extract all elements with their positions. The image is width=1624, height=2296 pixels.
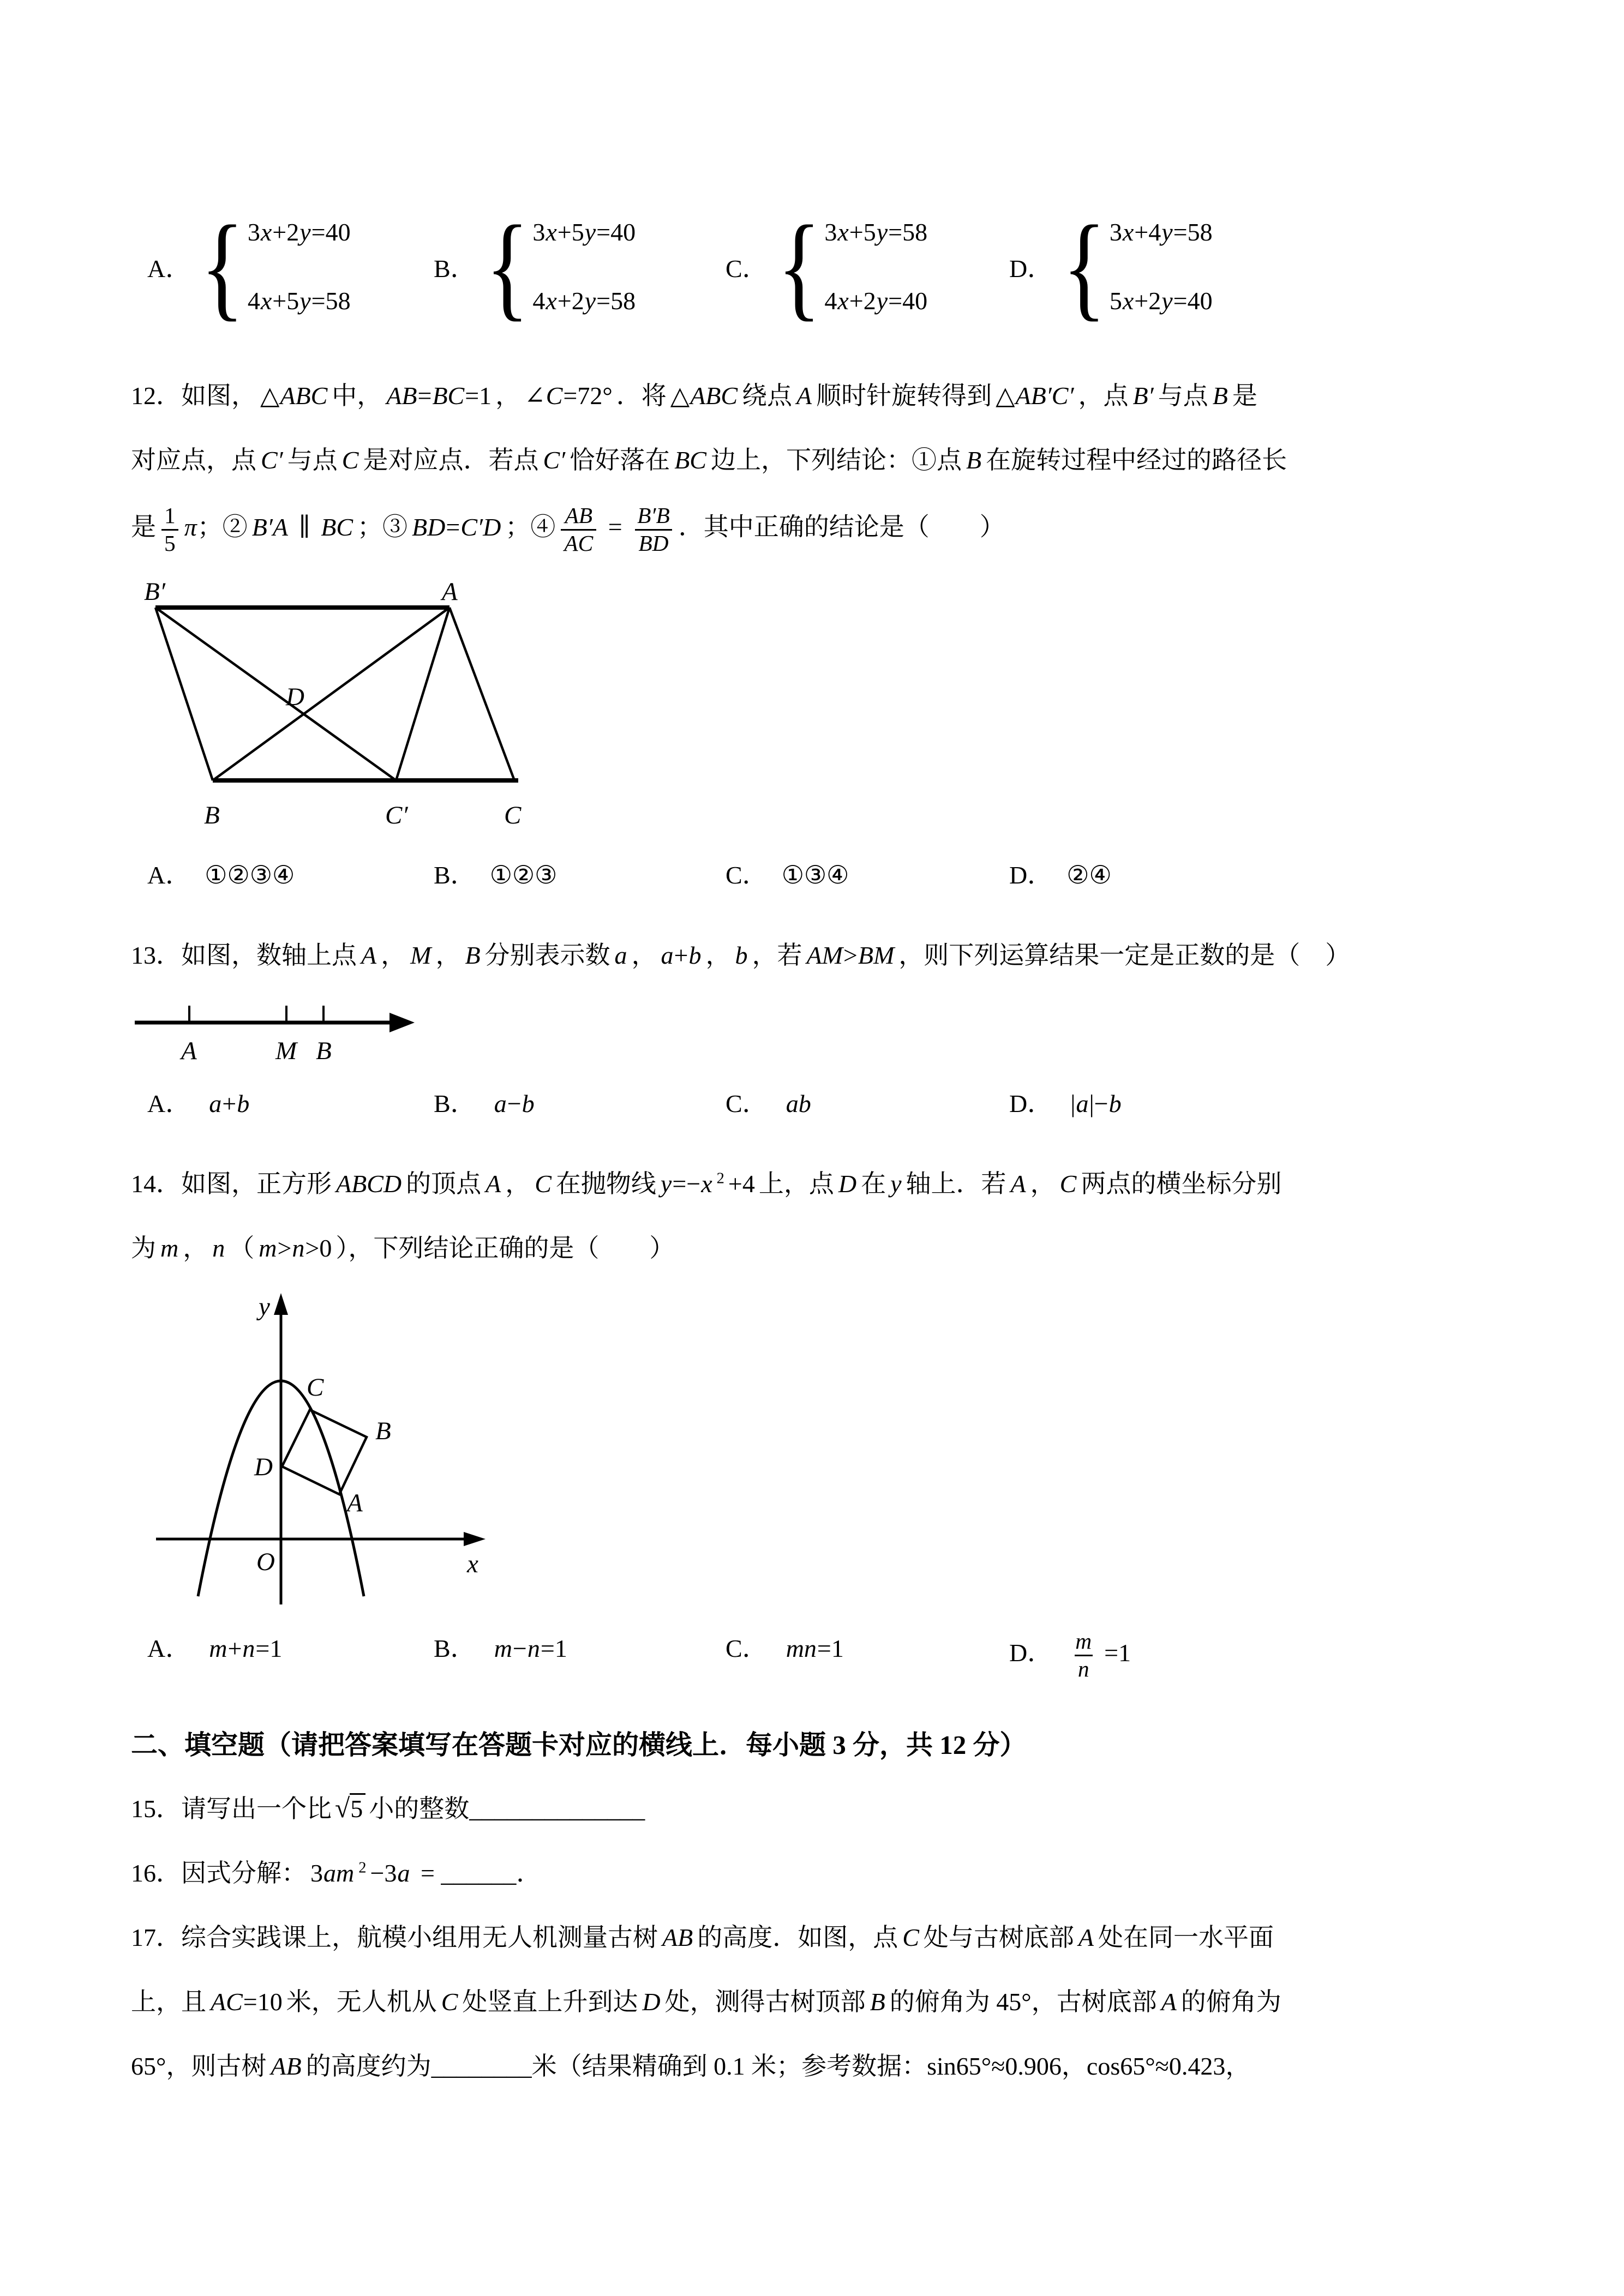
label-x: x (467, 1550, 478, 1579)
q12-option-d: D． ②④ (1009, 861, 1112, 889)
fraction: $\frac{1}{5}$ (161, 503, 178, 556)
x-axis-arrow-icon (464, 1532, 486, 1546)
q11-option-d (1009, 201, 1213, 332)
y-axis-arrow-icon (274, 1293, 288, 1315)
q13-text-line-1: 13．如图，数轴上点 A ， M ， B 分别表示数 a ， a+b ， b ，若 AM>BM ，则下列运算结果一定是正数的是（ ） (131, 941, 1351, 970)
square-abcd (282, 1410, 367, 1494)
label-b: B (316, 1037, 332, 1066)
label-c: C (307, 1373, 324, 1402)
edge-a-c (450, 608, 514, 780)
q12-option-c: C． ①③④ (726, 861, 849, 889)
q15-text-line: 15．请写出一个比 √5 小的整数______________ (131, 1793, 645, 1824)
label-c-prime: C′ (385, 801, 408, 830)
equation: 3x+5y=58 (824, 218, 928, 246)
system-brace: { (1062, 201, 1106, 332)
label-b: B (375, 1417, 391, 1446)
q13-options-row (131, 1076, 1506, 1137)
exam-page (131, 0, 1506, 2109)
option-label: A． (147, 255, 191, 283)
system-brace: { (200, 201, 244, 332)
option-label: C． (726, 255, 768, 283)
q12-options-row (131, 848, 1506, 909)
arrow-right-icon (389, 1013, 415, 1032)
q13-option-d: D． |a|−b (1009, 1090, 1122, 1118)
q12-text-line-2: 对应点，点 C′ 与点 C 是对应点．若点 C′ 恰好落在 BC 边上，下列结论：①点 B 在旋转过程中经过的路径长 (131, 446, 1287, 474)
q14-options-row (131, 1621, 1506, 1697)
label-c: C (504, 801, 522, 830)
system-brace: { (777, 201, 822, 332)
q14-option-b: B． m−n=1 (434, 1634, 567, 1663)
equation: 4x+2y=58 (532, 287, 636, 315)
square-root: √5 (335, 1795, 365, 1823)
q16-text-line: 16．因式分解： 3am $^2$ −3a = ______． (131, 1859, 542, 1888)
q14-parabola-figure (152, 1291, 490, 1604)
equation: 4x+2y=40 (824, 287, 928, 315)
fraction: $\frac{B'B}{BD}$ (634, 503, 673, 556)
q14-text-line-1: 14．如图，正方形 ABCD 的顶点 A ， C 在抛物线 y=−x $^2$ +4 上，点 D 在 y 轴上．若 A ， C 两点的横坐标分别 (131, 1170, 1282, 1198)
q11-option-b (434, 201, 636, 332)
label-m: M (275, 1037, 297, 1066)
q13-option-a: A． a+b (147, 1090, 250, 1118)
q13-option-b: B． a−b (434, 1090, 535, 1118)
q12-rotation-figure (143, 577, 525, 833)
option-label: B． (434, 255, 476, 283)
label-d: D (286, 683, 304, 712)
q11-option-a (147, 201, 351, 332)
edge-bprime-cprime (155, 608, 396, 780)
equation: 5x+2y=40 (1109, 287, 1213, 315)
q17-text-line-2: 上，且 AC=10 米，无人机从 C 处竖直上升到达 D 处，测得古树顶部 B 的俯角为 45°，古树底部 A 的俯角为 (131, 1988, 1281, 2016)
q11-options-row (131, 201, 1506, 360)
q12-option-b: B． ①②③ (434, 861, 558, 889)
q13-number-line-figure (132, 998, 421, 1066)
edge-a-cprime (396, 608, 450, 780)
edge-bprime-b (155, 608, 213, 780)
label-d: D (254, 1453, 273, 1482)
q17-text-line-3: 65°，则古树 AB 的高度约为________米（结果精确到 0.1 米；参考数据：sin65°≈0.906，cos65°≈0.423， (131, 2052, 1251, 2081)
system-brace: { (485, 201, 530, 332)
q12-text-line-3: 是 $\frac{1}{5}$ π；② B′A ∥ BC ；③ BD=C′D ；④ $\frac{AB}{AC}$ = $\frac{B'B}{BD}$ ．其中正确的结论是（ ） (131, 503, 1005, 556)
q17-text-line-1: 17．综合实践课上，航模小组用无人机测量古树 AB 的高度．如图，点 C 处与古树底部 A 处在同一水平面 (131, 1924, 1274, 1952)
label-o: O (256, 1548, 275, 1577)
edge-b-a (213, 608, 450, 780)
q14-option-a: A． m+n=1 (147, 1634, 283, 1663)
label-b: B (204, 801, 220, 830)
q14-text-line-2: 为 m ， n （ m>n>0 ），下列结论正确的是（ ） (131, 1234, 675, 1263)
fraction: $\frac{m}{n}$ (1075, 1628, 1092, 1681)
equation: 4x+5y=58 (247, 287, 351, 315)
fraction: $\frac{AB}{AC}$ (561, 503, 596, 556)
label-y: y (259, 1293, 270, 1321)
equation: 3x+4y=58 (1109, 218, 1213, 246)
q13-option-c: C． ab (726, 1090, 811, 1118)
label-a: A (442, 578, 458, 606)
label-a: A (347, 1489, 363, 1518)
q11-option-c (726, 201, 928, 332)
q14-option-d: D． $\frac{m}{n}$ =1 (1009, 1628, 1131, 1681)
q12-option-a: A． ①②③④ (147, 861, 295, 889)
section-2-header: 二、填空题（请把答案填写在答题卡对应的横线上．每小题 3 分，共 12 分） (131, 1730, 1027, 1760)
equation: 3x+2y=40 (247, 218, 351, 246)
label-b-prime: B′ (144, 578, 165, 606)
label-a: A (181, 1037, 197, 1066)
equation: 3x+5y=40 (532, 218, 636, 246)
q14-option-c: C． mn=1 (726, 1634, 844, 1663)
option-label: D． (1009, 255, 1053, 283)
q12-text-line-1: 12．如图， △ABC 中， AB=BC=1 ， ∠C=72° ．将 △ABC 绕点 A 顺时针旋转得到 △AB′C′ ，点 B′ 与点 B 是 (131, 382, 1257, 410)
